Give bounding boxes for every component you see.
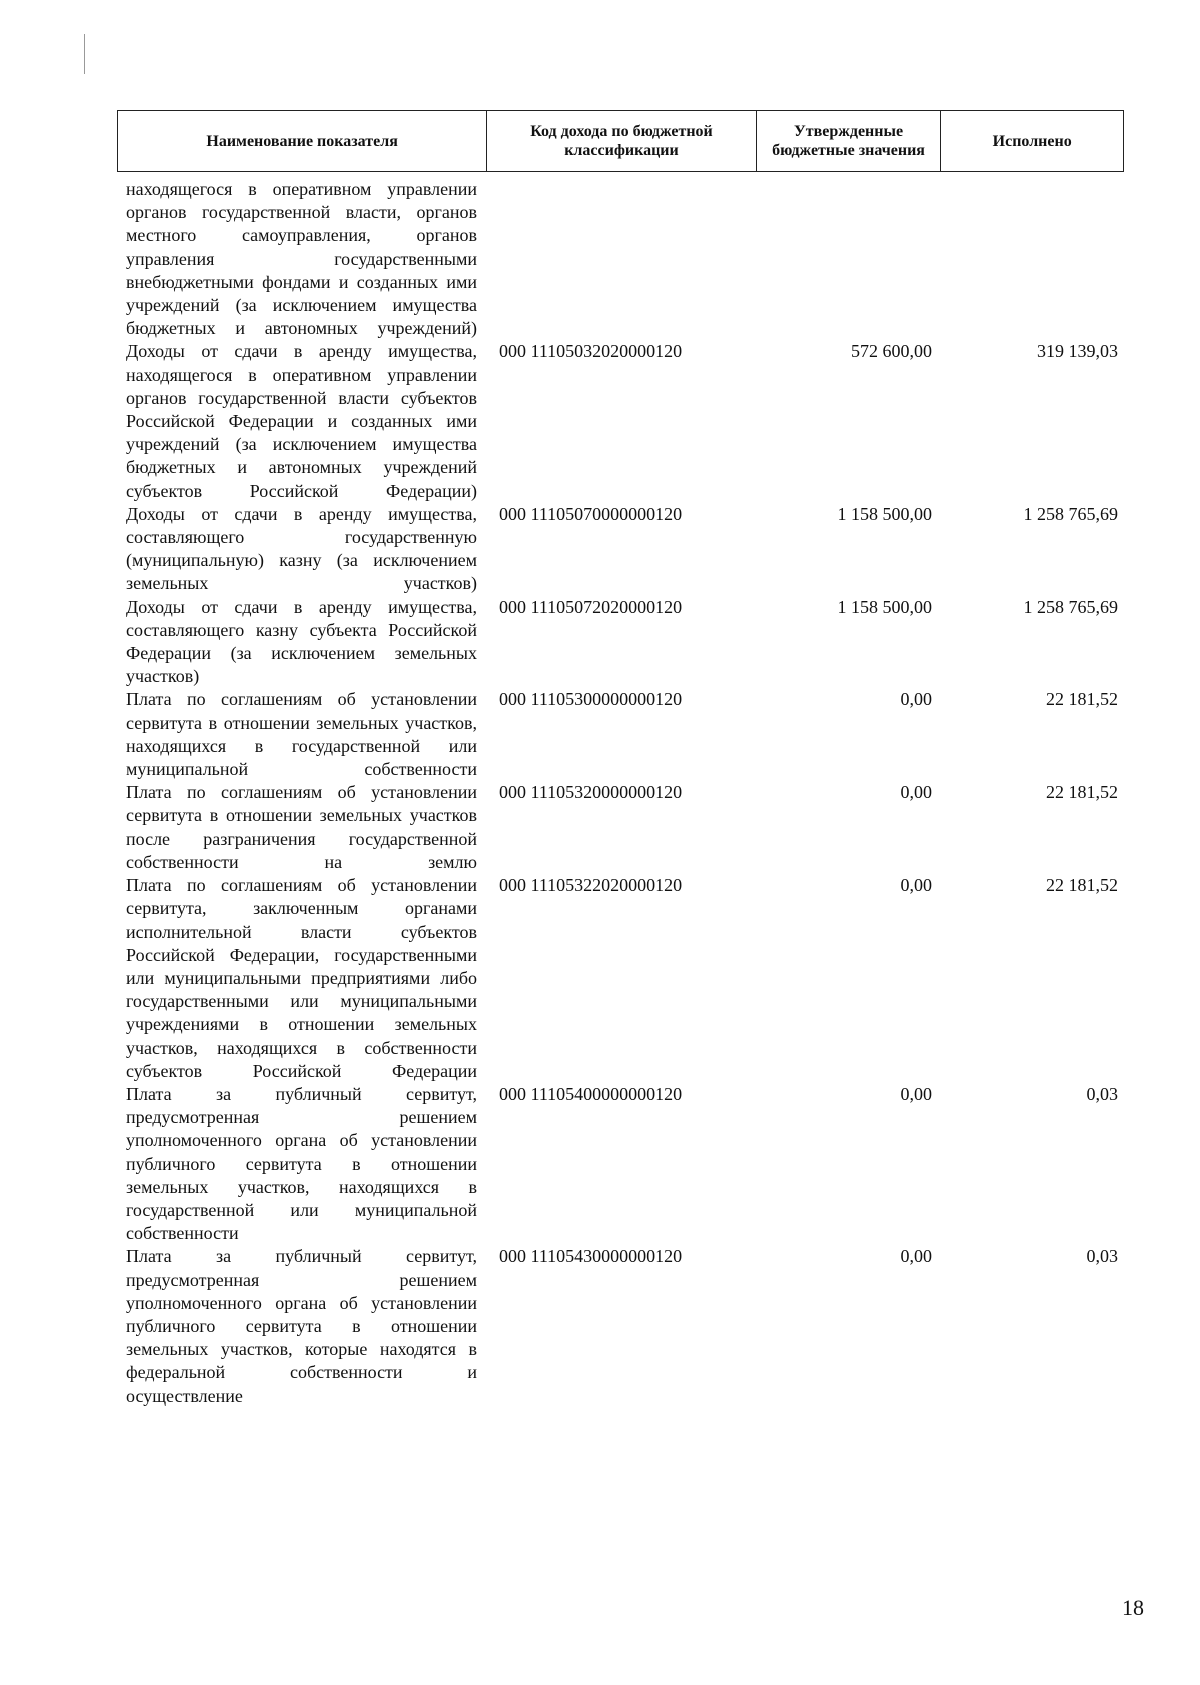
header-executed: Исполнено [992,132,1072,150]
row-approved: 0,00 [900,1246,932,1267]
row-approved: 1 158 500,00 [837,503,932,524]
row-code: 000 11105430000000120 [499,1246,683,1267]
row-executed: 1 258 765,69 [1023,596,1118,617]
row-executed: 22 181,52 [1046,689,1118,710]
row-name: Плата по соглашениям об установлении сервитута в отношении земельных участков после разграничения государственной собственности на землю [126,782,477,872]
row-name: Плата по соглашениям об установлении сервитута, заключенным органами исполнительной власти субъектов Российской Федерации, государственными или муниципальными предприятиями либо государственными или муниципальными учреждениями в отношении земельных участков, находящихся в собственности субъектов Российской Федерации [126,875,477,1081]
row-name: Плата за публичный сервитут, предусмотренная решением уполномоченного органа об установлении публичного сервитута в отношении земельных участков, находящихся в государственной или муниципальной собственности [126,1083,477,1244]
row-executed: 0,03 [1086,1246,1118,1267]
row-code: 000 11105070000000120 [499,503,683,524]
table-row [117,178,1124,340]
row-executed: 319 139,03 [1037,341,1118,362]
table-row [117,688,1124,781]
row-approved: 1 158 500,00 [837,596,932,617]
row-name: Доходы от сдачи в аренду имущества, составляющего казну субъекта Российской Федерации (за исключением земельных участков) [126,596,477,687]
table-row [117,781,1124,874]
row-name: Доходы от сдачи в аренду имущества, находящегося в оперативном управлении органов государственной власти субъектов Российской Федерации и созданных ими учреждений (за исключением имущества бюджетных и автономных учреждений субъектов Российской Федерации) [126,341,477,501]
row-approved: 0,00 [900,1083,932,1104]
row-executed [942,178,1124,340]
row-executed: 22 181,52 [1046,782,1118,803]
row-executed: 1 258 765,69 [1023,503,1118,524]
row-approved: 0,00 [900,875,932,896]
table-row [117,503,1124,596]
row-code: 000 11105072020000120 [499,596,683,617]
row-code: 000 11105032020000120 [499,341,683,362]
table-row [117,1245,1124,1407]
row-name: Доходы от сдачи в аренду имущества, составляющего государственную (муниципальную) казну (за исключением земельных участков) [126,503,477,594]
header-name: Наименование показателя [118,111,487,171]
row-approved: 0,00 [900,782,932,803]
table-row [117,1083,1124,1245]
table-row [117,340,1124,502]
table-header [117,110,1124,172]
row-code: 000 11105300000000120 [499,689,683,710]
row-code [477,178,757,340]
table-row [117,596,1124,689]
table-row [117,874,1124,1083]
header-code: Код дохода по бюджетной классификации [487,111,756,171]
scan-margin-mark [84,34,85,74]
row-approved [757,178,942,340]
row-approved: 0,00 [900,689,932,710]
row-approved: 572 600,00 [851,341,932,362]
row-name: находящегося в оперативном управлении органов государственной власти, органов местного самоуправления, органов управления государственными внебюджетными фондами и созданных ими учреждений (за исключением имущества бюджетных и автономных учреждений) [126,179,477,339]
row-code: 000 11105322020000120 [499,875,683,896]
row-name: Плата по соглашениям об установлении сервитута в отношении земельных участков, находящихся в государственной или муниципальной собственности [126,689,477,780]
table-body [117,178,1124,1408]
header-approved: Утвержденные бюджетные значения [757,111,942,171]
row-code: 000 11105400000000120 [499,1083,683,1104]
row-name: Плата за публичный сервитут, предусмотренная решением уполномоченного органа об установлении публичного сервитута в отношении земельных участков, которые находятся в федеральной собственности и осуществление [126,1246,477,1406]
page-number: 18 [1122,1595,1144,1620]
row-executed: 22 181,52 [1046,875,1118,896]
row-executed: 0,03 [1086,1083,1118,1104]
row-code: 000 11105320000000120 [499,782,683,803]
